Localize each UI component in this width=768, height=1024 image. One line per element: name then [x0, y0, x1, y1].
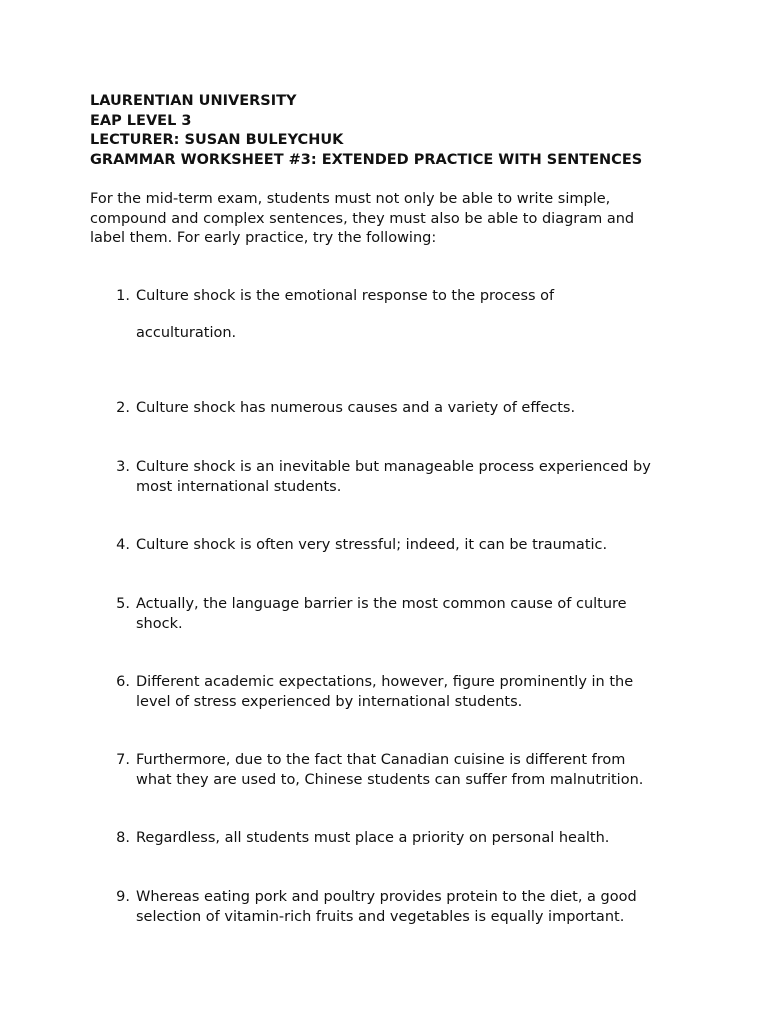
university-name: LAURENTIAN UNIVERSITY: [90, 93, 297, 109]
item-line: Different academic expectations, however, figure prominently in the: [136, 674, 634, 690]
item-text: [136, 595, 696, 634]
document-header: [90, 92, 710, 170]
item-text: [136, 888, 696, 927]
item-line: selection of vitamin-rich fruits and vegetables is equally important.: [136, 908, 625, 925]
item-text: [136, 673, 696, 712]
item-number: 3.: [116, 459, 130, 475]
item-text: [136, 287, 696, 343]
item-line: Culture shock has numerous causes and a variety of effects.: [136, 400, 576, 416]
item-line: shock.: [136, 615, 183, 632]
item-text: [136, 829, 696, 849]
lecturer-name: LECTURER: SUSAN BULEYCHUK: [90, 132, 344, 148]
item-number: 9.: [116, 889, 130, 905]
item-line: Furthermore, due to the fact that Canadian cuisine is different from: [136, 752, 626, 768]
item-line: Actually, the language barrier is the most common cause of culture: [136, 596, 627, 612]
intro-line: compound and complex sentences, they must also be able to diagram and: [90, 210, 635, 227]
item-number: 4.: [116, 537, 130, 553]
item-number: 8.: [116, 830, 130, 846]
item-number: 1.: [116, 288, 130, 304]
item-line: what they are used to, Chinese students can suffer from malnutrition.: [136, 771, 644, 788]
item-text: [136, 751, 696, 790]
item-text: [136, 399, 696, 419]
item-line: most international students.: [136, 478, 342, 495]
item-number: 5.: [116, 596, 130, 612]
item-number: 7.: [116, 752, 130, 768]
intro-line: label them. For early practice, try the following:: [90, 230, 437, 246]
item-text: [136, 458, 696, 497]
worksheet-title: GRAMMAR WORKSHEET #3: EXTENDED PRACTICE WITH SENTENCES: [90, 151, 643, 168]
intro-line: For the mid-term exam, students must not only be able to write simple,: [90, 191, 611, 207]
item-number: 6.: [116, 674, 130, 690]
item-line: Culture shock is an inevitable but manageable process experienced by: [136, 459, 651, 475]
intro-paragraph: [90, 190, 690, 249]
item-line: Culture shock is the emotional response to the process of: [136, 288, 555, 304]
item-line: Regardless, all students must place a priority on personal health.: [136, 830, 610, 846]
item-line: Whereas eating pork and poultry provides protein to the diet, a good: [136, 889, 637, 905]
item-number: 2.: [116, 400, 130, 416]
item-line: acculturation.: [136, 324, 237, 341]
item-line: level of stress experienced by international students.: [136, 693, 523, 710]
item-text: [136, 536, 696, 556]
item-line: Culture shock is often very stressful; indeed, it can be traumatic.: [136, 537, 608, 553]
course-level: EAP LEVEL 3: [90, 112, 192, 129]
